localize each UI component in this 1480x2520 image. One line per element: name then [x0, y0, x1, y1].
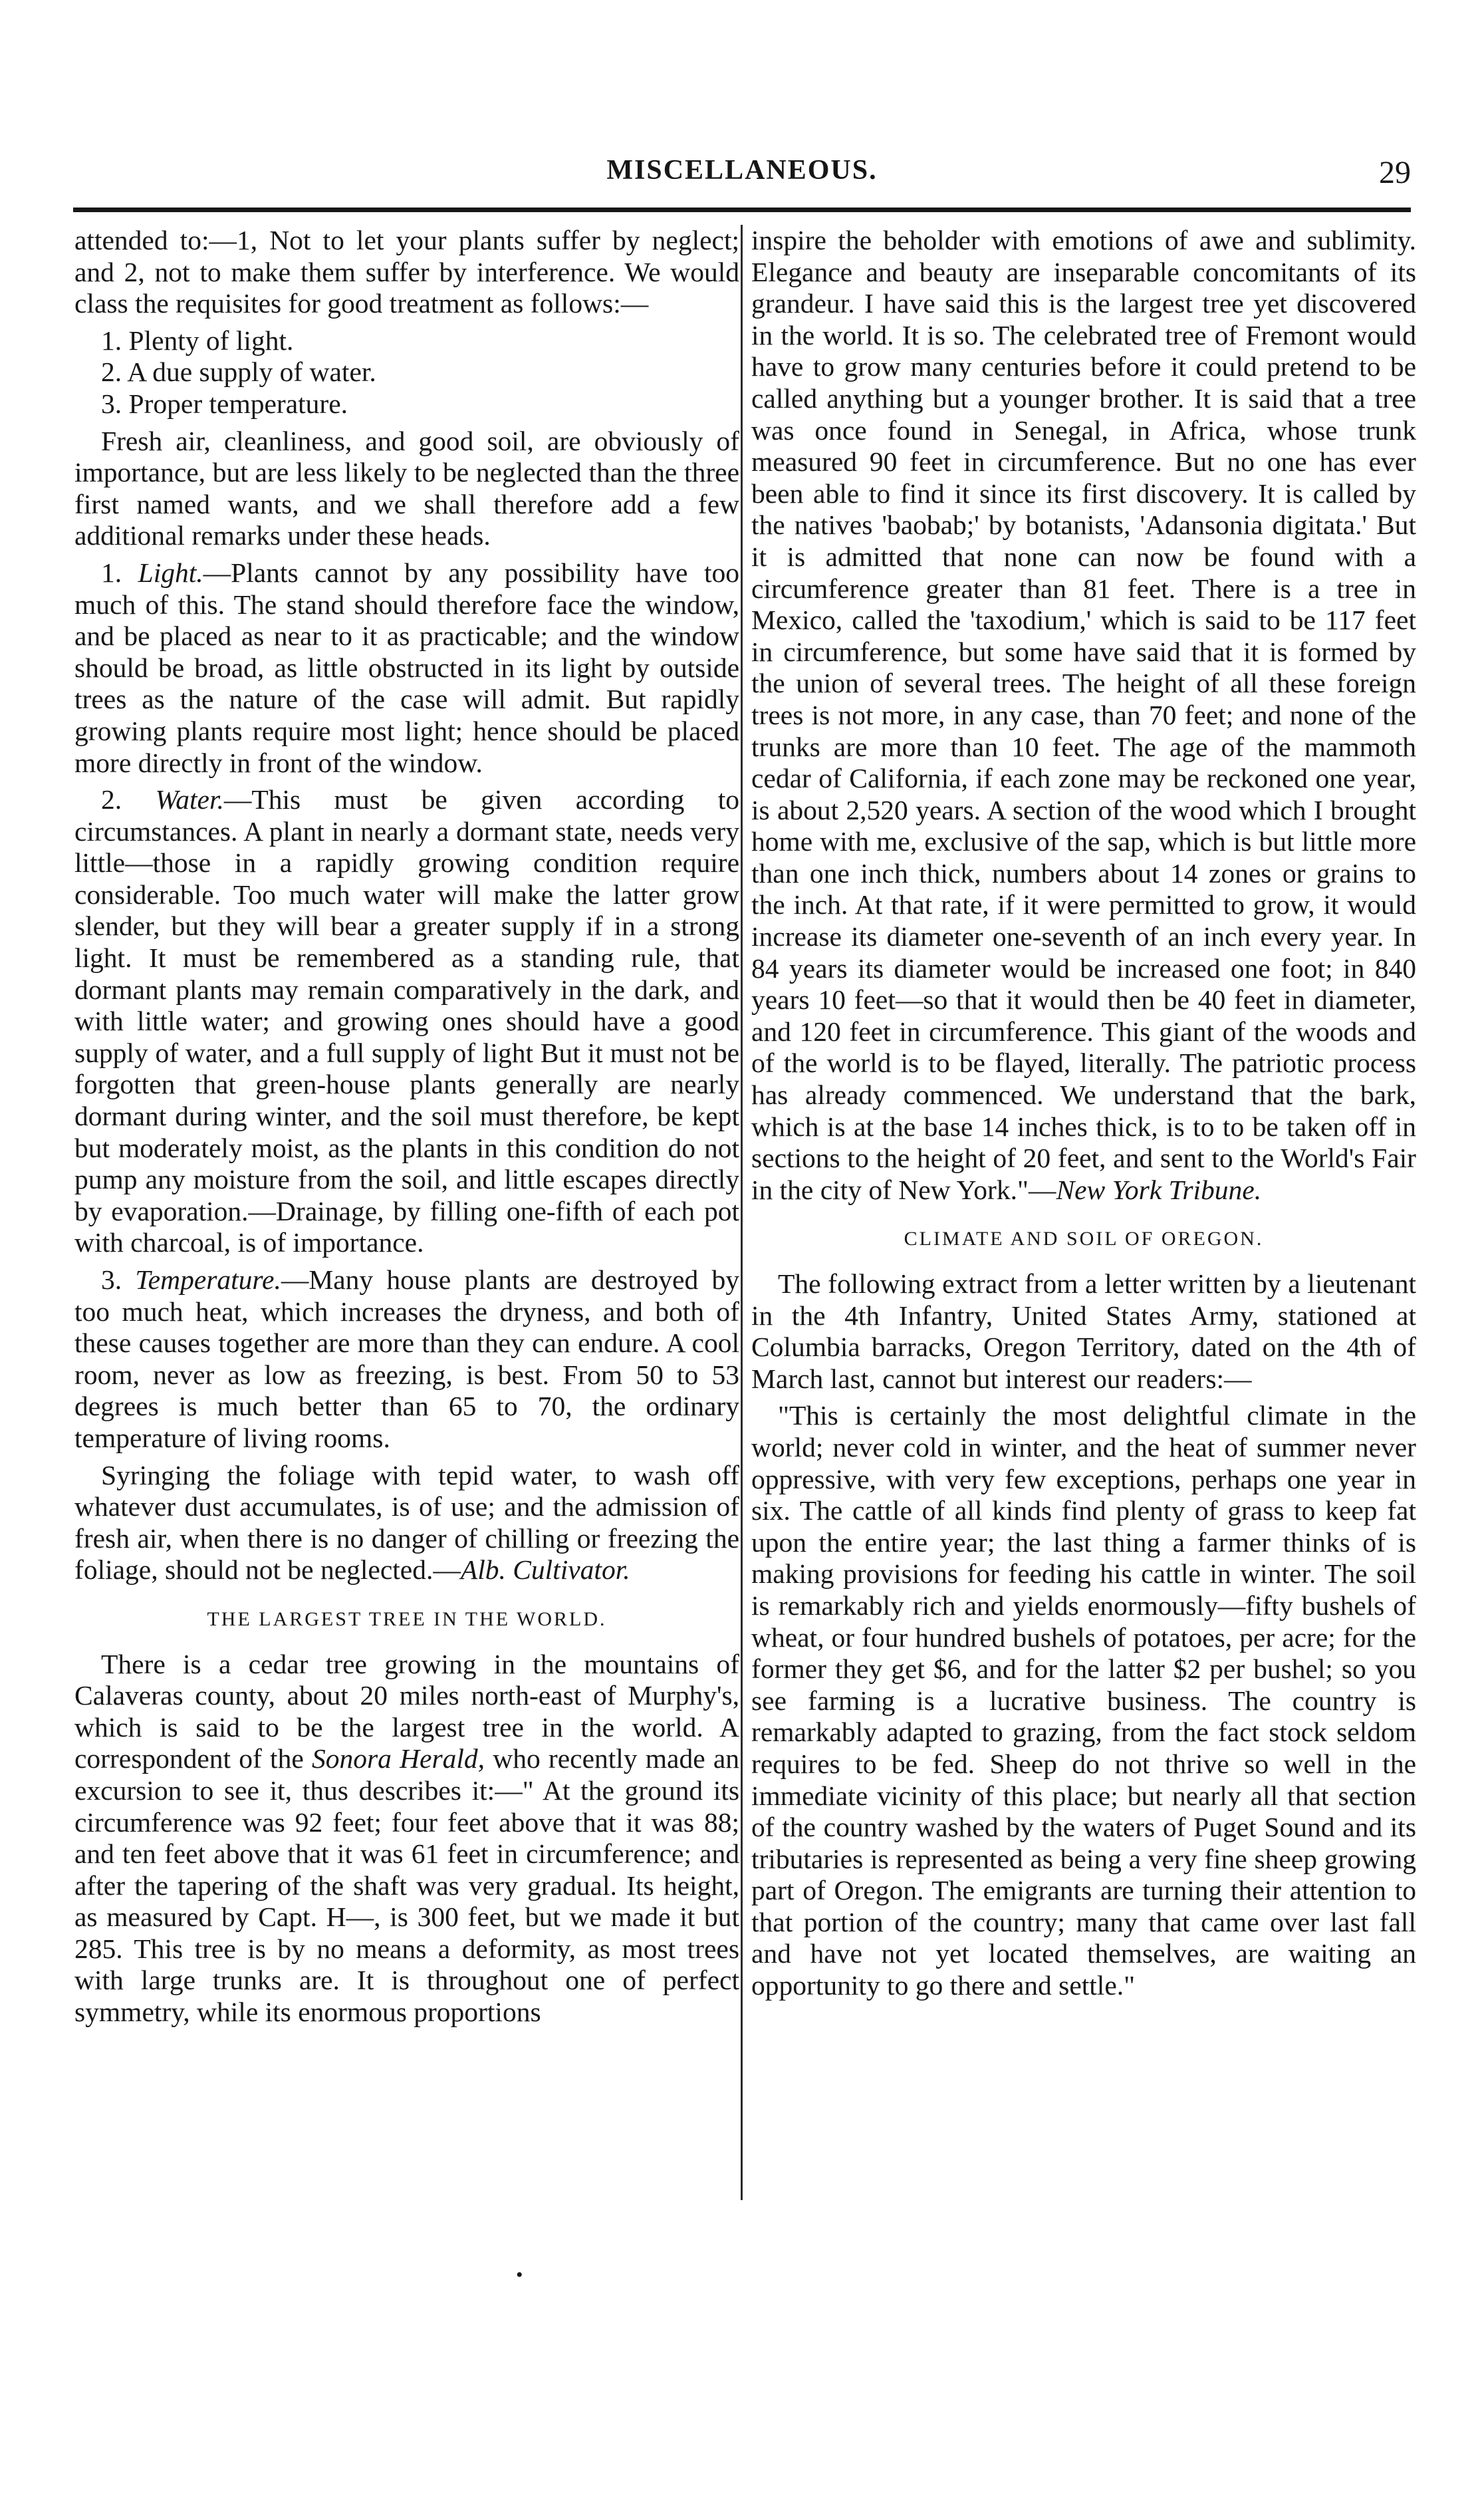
page-header: [73, 154, 1411, 201]
left-column: [74, 225, 739, 2034]
section-heading-largest-tree: THE LARGEST TREE IN THE WORLD.: [207, 1608, 607, 1630]
water-term: Water.: [155, 784, 224, 815]
column-divider: [741, 225, 743, 2200]
largest-tree-continuation: [751, 225, 1416, 1206]
oregon-letter-paragraph: "This is certainly the most delightful climate in the world; never cold in winter, and the heat of summer never oppressive, with very few exceptions, perhaps one year in six. The cattle of all kinds find plenty of grass to keep fat upon the entire year; the last thing a farmer thinks of is making provisions for feeding his cattle in winter. The soil is remarkably rich and yields enormously—fifty bushels of wheat, or four hundred bushels of potatoes, per acre; for the former they get $6, and for the latter $2 per bushel; so you see farming is a lucrative business. The country is remarkably adapted to grazing, from the fact stock seldom requires to be fed. Sheep do not thrive so well in the immediate vicinity of this place; but nearly all that section of the country washed by the waters of Puget Sound and its tributaries is represented as being a very fine sheep growing part of Oregon. The emigrants are turning their attention to that portion of the country; many that came over last fall and have not yet located themselves, are waiting an opportunity to go there and settle.": [751, 1400, 1416, 2001]
temperature-number: 3.: [101, 1264, 136, 1295]
light-paragraph: [74, 557, 739, 779]
section-heading-oregon: CLIMATE AND SOIL OF OREGON.: [904, 1228, 1264, 1250]
paragraph: attended to:—1, Not to let your plants suffer by neglect; and 2, not to make them suffer by interference. We would class the requisites for good treatment as follows:—: [74, 225, 739, 319]
temperature-term: Temperature.: [135, 1264, 281, 1295]
light-term: Light.: [138, 557, 203, 588]
water-number: 2.: [101, 784, 156, 815]
syringing-text: Syringing the foliage with tepid water, to wash off whatever dust accumulates, is of use; and the admission of fresh air, when there is no danger of chilling or freezing the foliage, should not be neglected.—: [74, 1459, 739, 1586]
water-paragraph: [74, 784, 739, 1259]
temperature-text: —Many house plants are destroyed by too much heat, which increases the dryness, and both of these causes together are more than they can endure. A cool room, never as low as freezing, is best. From 50 to 53 degrees is much better than 65 to 70, the ordinary temperature of living rooms.: [74, 1264, 739, 1453]
largest-tree-text-cont: who recently made an excursion to see it, thus describes it:—" At the ground its circumference was 92 feet; four feet above that it was 88; and ten feet above that it was 61 feet in circumference; and after the tapering of the shaft was very gradual. Its height, as measured by Capt. H—, is 300 feet, but we made it but 285. This tree is by no means a deformity, as most trees with large trunks are. It is throughout one of perfect symmetry, while its enormous proportions: [74, 1743, 739, 2028]
newspaper-name: Sonora Herald,: [311, 1743, 485, 1774]
list-item: 3. Proper temperature.: [101, 388, 348, 419]
temperature-paragraph: [74, 1264, 739, 1455]
largest-tree-text: There is a cedar tree growing in the mountains of Calaveras county, about 20 miles north-east of Murphy's, which is said to be the largest tree in the world. A correspondent of the: [74, 1648, 739, 1774]
header-rule: [73, 208, 1411, 212]
page-number: 29: [1379, 155, 1411, 190]
running-title: MISCELLANEOUS.: [606, 155, 878, 186]
list-item: 2. A due supply of water.: [101, 356, 376, 388]
largest-tree-paragraph: [74, 1649, 739, 2029]
syringing-paragraph: [74, 1460, 739, 1586]
syringing-source: Alb. Cultivator.: [460, 1554, 630, 1586]
tree-source: New York Tribune.: [1056, 1174, 1262, 1205]
light-text: —Plants cannot by any possibility have too much of this. The stand should therefore face the window, and be placed as near to it as practicable; and the window should be broad, as little obstructed in its light by outside trees as the nature of the case will admit. But rapidly growing plants require most light; hence should be placed more directly in front of the window.: [74, 557, 740, 778]
bottom-mark: •: [516, 2264, 523, 2286]
right-column: [751, 225, 1416, 2007]
light-number: 1.: [101, 557, 138, 588]
largest-tree-text: inspire the beholder with emotions of awe and sublimity. Elegance and beauty are inseparable concomitants of its grandeur. I have said this is the largest tree yet discovered in the world. It is so. The celebrated tree of Fremont would have to grow many centuries before it could pretend to be called anything but a younger brother. It is said that a tree was once found in Senegal, in Africa, whose trunk measured 90 feet in circumference. But no one has ever been able to find it since its first discovery. It is called by the natives 'baobab;' by botanists, 'Adansonia digitata.' But it is admitted that none can now be found with a circumference greater than 81 feet. There is a tree in Mexico, called the 'taxodium,' which is said to be 117 feet in circumference, but some have said that it is formed by the union of several trees. The height of all these foreign trees is not more, in any case, than 70 feet; and none of the trunks are more than 10 feet. The age of the mammoth cedar of California, if each zone may be reckoned one year, is about 2,520 years. A section of the wood which I brought home with me, exclusive of the sap, which is but little more than one inch thick, numbers about 14 zones or grains to the inch. At that rate, if it were permitted to grow, it would increase its diameter one-seventh of an inch every year. In 84 years its diameter would be increased one foot; in 840 years 10 feet—so that it would then be 40 feet in diameter, and 120 feet in circumference. This giant of the woods and of the world is to be flayed, literally. The patriotic process has already commenced. We understand that the bark, which is at the base 14 inches thick, is to to be taken off in sections to the height of 20 feet, and sent to the World's Fair in the city of New York."—: [751, 225, 1416, 1205]
paragraph: Fresh air, cleanliness, and good soil, are obviously of importance, but are less likely to be neglected than the three first named wants, and we shall therefore add a few additional remarks under these heads.: [74, 425, 739, 551]
oregon-intro-paragraph: The following extract from a letter written by a lieutenant in the 4th Infantry, United States Army, stationed at Columbia barracks, Oregon Territory, dated on the 4th of March last, cannot but interest our readers:—: [751, 1268, 1416, 1394]
list-item: 1. Plenty of light.: [101, 325, 294, 356]
water-text: —This must be given according to circumstances. A plant in nearly a dormant state, needs very little—those in a rapidly growing condition require considerable. Too much water will make the latter grow slender, but they will bear a greater supply if in a strong light. It must be remembered as a standing rule, that dormant plants may remain comparatively in the dark, and with little water; and growing ones should have a good supply of water, and a full supply of light But it must not be forgotten that green-house plants generally are nearly dormant during winter, and the soil must therefore, be kept but moderately moist, as the plants in this condition do not pump any moisture from the soil, and little escapes directly by evaporation.—Drainage, by filling one-fifth of each pot with charcoal, is of importance.: [74, 784, 740, 1258]
